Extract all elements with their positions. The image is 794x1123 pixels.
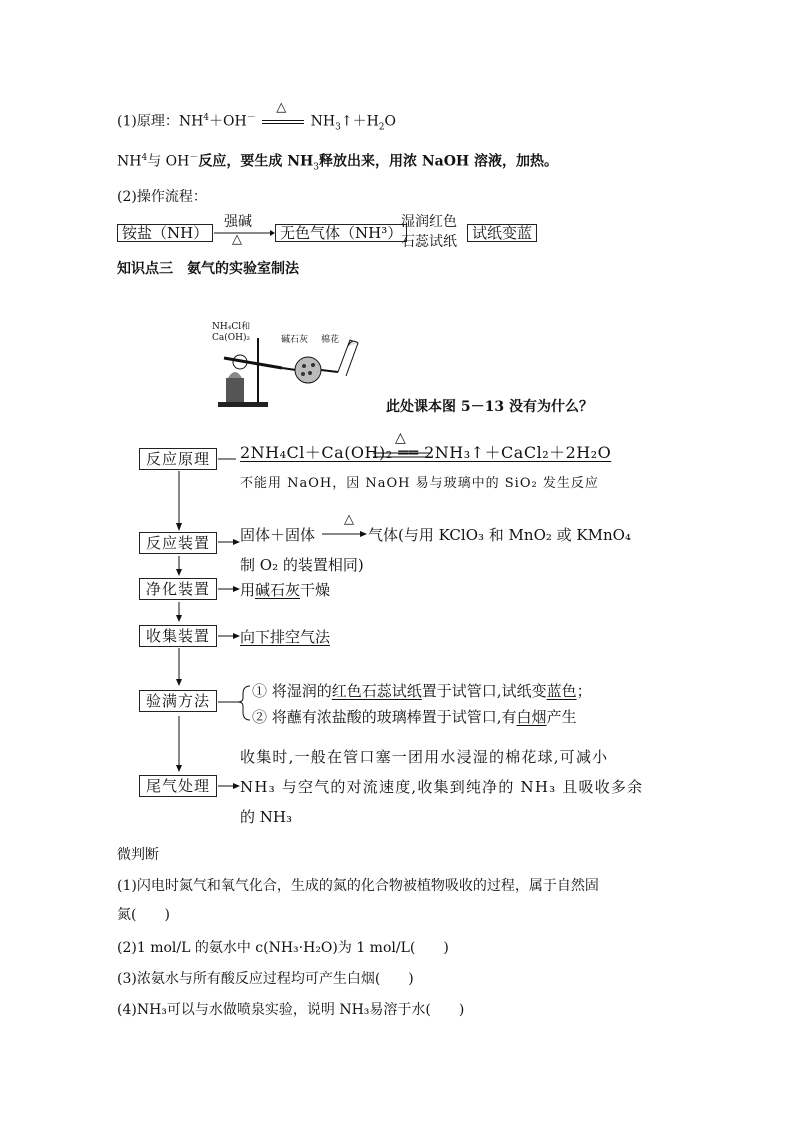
reagent-label-2: Ca(OH)₂ [212, 333, 251, 343]
check-1b: 置于试管口,试纸变 [421, 682, 547, 700]
explanation-line: $NH^4$与 OH－反应，要生成 $NH_3$释放出来，用浓 NaOH 溶液，加热。 [117, 153, 559, 173]
delta-icon: △ [232, 232, 242, 247]
exhaust-text-1: 收集时,一般在管口塞一团用水浸湿的棉花球,可减小 [240, 748, 609, 766]
process-label: (2)操作流程： [117, 189, 207, 205]
judge-title: 微判断 [117, 847, 159, 863]
judge-q4: (4)NH₃可以与水做喷泉实验，说明 NH₃易溶于水( ) [117, 1002, 465, 1018]
judge-q1-line2: 氮( ) [117, 907, 170, 923]
principle-o: O [384, 113, 397, 130]
check-1-color: 蓝色 [546, 682, 577, 700]
check-1c: ； [576, 682, 592, 700]
device-text-1: 固体＋固体 [240, 526, 316, 544]
check-method-1 [252, 680, 592, 701]
principle-product: NH [310, 113, 336, 130]
flow-box-collection: 收集装置 [139, 625, 217, 647]
figure-caption: 此处课本图 5－13 没有为什么？ [386, 399, 593, 415]
text-part: 释放出来，用浓 NaOH 溶液，加热。 [319, 153, 559, 170]
process-condition-base: 强碱 [224, 214, 252, 230]
flow-box-exhaust: 尾气处理 [139, 775, 217, 797]
section-title: 知识点三 氨气的实验室制法 [117, 261, 299, 277]
check-1-paper: 红色石蕊试纸 [331, 682, 422, 700]
exhaust-text-2: NH₃ 与空气的对流速度,收集到纯净的 NH₃ 且吸收多余 [240, 778, 644, 796]
purify-text [240, 579, 330, 600]
delta-icon: △ [395, 430, 406, 446]
text-part: NH [117, 153, 142, 170]
judge-q2: (2)1 mol/L 的氨水中 c(NH₃·H₂O)为 1 mol/L( ) [117, 940, 449, 956]
principle-line: (1)原理：$NH^4+OH^-$ △ $NH_3↑+H_2O$ [117, 99, 397, 133]
device-text-2: 气体(与用 KClO₃ 和 MnO₂ 或 KMnO₄ [368, 526, 631, 544]
purify-pre: 用 [240, 581, 256, 599]
principle-oh: ＋OH [209, 113, 247, 130]
text-part: 与 OH [147, 153, 190, 170]
process-step-result: 试纸变蓝 [467, 224, 537, 242]
process-condition-paper-bottom: 石蕊试纸 [401, 234, 457, 250]
check-1a: ① 将湿润的 [252, 682, 332, 700]
judge-q1-line1: (1)闪电时氮气和氧气化合，生成的氮的化合物被植物吸收的过程，属于自然固 [117, 878, 599, 894]
reagent-label-1: NH₄Cl和 [212, 322, 251, 332]
flow-box-reaction-device: 反应装置 [139, 532, 217, 554]
check-2b: 产生 [546, 708, 577, 726]
lime-label: 碱石灰 [281, 335, 309, 345]
cotton-label: 棉花 [321, 335, 340, 345]
delta-icon: △ [344, 512, 354, 527]
delta-icon: △ [276, 99, 287, 115]
reaction-equation: 2NH₄Cl＋Ca(OH)₂ ══ 2NH₃↑＋CaCl₂＋2H₂O [240, 443, 612, 462]
process-condition-paper-top: 湿润红色 [401, 214, 457, 230]
collect-text: 向下排空气法 [240, 628, 331, 646]
check-2a: ② 将蘸有浓盐酸的玻璃棒置于试管口,有 [252, 708, 517, 726]
purify-agent: 碱石灰 [255, 581, 301, 599]
judge-q3: (3)浓氨水与所有酸反应过程均可产生白烟( ) [117, 971, 414, 987]
flow-box-purification: 净化装置 [139, 578, 217, 600]
purify-post: 干燥 [300, 581, 331, 599]
process-step-ammonium-salt: 铵盐（NH） [117, 224, 213, 242]
check-2-smoke: 白烟 [516, 708, 547, 726]
flow-box-reaction-principle: 反应原理 [139, 448, 217, 470]
principle-tail: ↑＋H [340, 113, 379, 130]
check-method-2 [252, 706, 577, 727]
principle-label: (1)原理：NH [117, 113, 204, 130]
device-text-3: 制 O₂ 的装置相同) [240, 556, 364, 574]
reaction-note: 不能用 NaOH，因 NaOH 易与玻璃中的 SiO₂ 发生反应 [240, 476, 599, 491]
flow-box-full-check: 验满方法 [139, 690, 217, 712]
text-part: 反应，要生成 NH [198, 153, 314, 170]
exhaust-text-3: 的 NH₃ [240, 808, 292, 826]
process-step-gas: 无色气体（NH³） [275, 224, 407, 242]
